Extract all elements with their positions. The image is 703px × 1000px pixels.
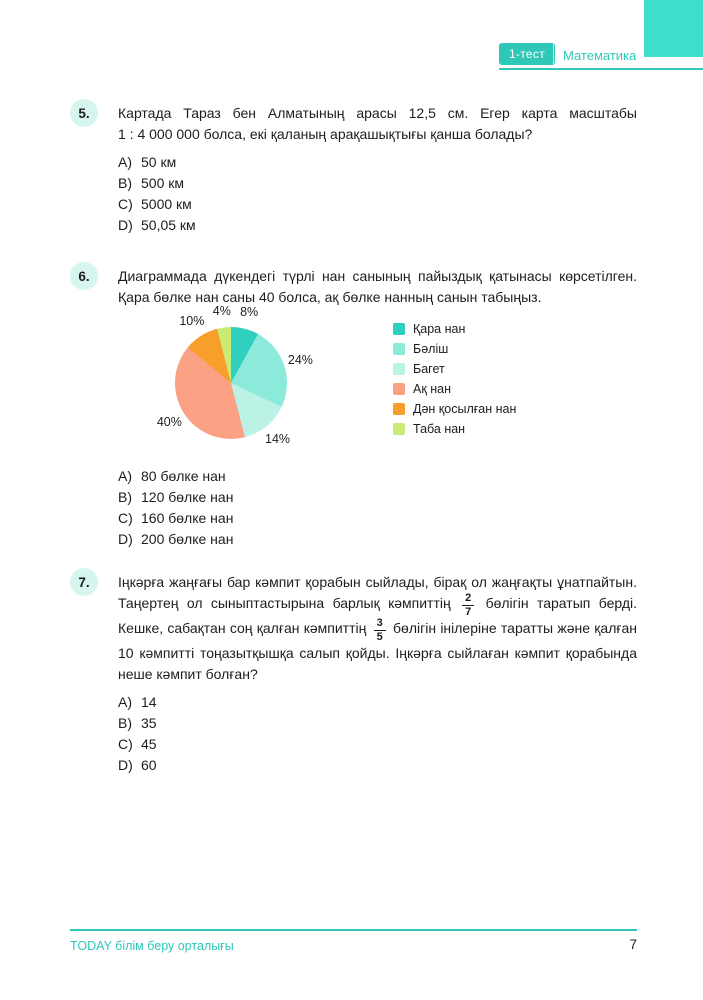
option-label: A) (118, 468, 132, 484)
question-5 (70, 103, 637, 236)
option-d (118, 529, 637, 550)
legend-item (393, 362, 516, 376)
question-text: Іңкәрға жаңғағы бар кәмпит қорабын сыйлады, бірақ ол жаңғақты ұнатпайтын. Таңертең ол сыныптастырына барлық кәмпиттің $\frac{2}{7}$ бөлігін таратып берді. Кешке, сабақтан соң қалған кәмпиттің $\frac{3}{5}$ бөлігін інілеріне таратты және қалған 10 кәмпитті тоңазытқышқа салып қойды. Іңкәрға сыйлаған кәмпит қорабында неше кәмпит болған? (118, 574, 638, 682)
pie-slice-label: 14% (265, 432, 291, 447)
pie-slice-label: 10% (179, 314, 205, 329)
option-a (118, 152, 637, 173)
option-text: 120 бөлке нан (141, 489, 234, 505)
question-7 (70, 572, 637, 776)
question-text: Картада Тараз бен Алматының арасы 12,5 см. Егер карта масштабы 1 : 4 000 000 болса, екі қаланың арақашықтығы қанша болады? (118, 105, 637, 142)
option-label: A) (118, 154, 132, 170)
legend-item (393, 422, 516, 436)
legend-item (393, 322, 516, 336)
legend-label: Бәліш (413, 342, 449, 356)
options-list (118, 692, 637, 776)
legend-label: Дән қосылған нан (413, 402, 517, 416)
pie-slice-label: 4% (212, 303, 231, 318)
subject-label: Математика (563, 48, 637, 63)
option-label: C) (118, 196, 133, 212)
option-text: 200 бөлке нан (141, 531, 234, 547)
option-label: C) (118, 510, 133, 526)
option-label: D) (118, 531, 133, 547)
legend-swatch (393, 363, 405, 375)
option-label: B) (118, 175, 132, 191)
question-number-badge: 6. (70, 262, 98, 290)
legend-item (393, 382, 516, 396)
options-list (118, 466, 637, 550)
option-text: 160 бөлке нан (141, 510, 234, 526)
option-d (118, 755, 637, 776)
fraction: $\frac{2}{7}$ (462, 593, 474, 618)
pie-slice-label: 40% (156, 415, 182, 430)
legend-swatch (393, 323, 405, 335)
option-a (118, 692, 637, 713)
option-b (118, 173, 637, 194)
legend-swatch (393, 343, 405, 355)
pie-slice-label: 24% (287, 353, 313, 368)
legend-swatch (393, 403, 405, 415)
option-label: B) (118, 715, 132, 731)
question-number-badge: 5. (70, 99, 98, 127)
option-label: D) (118, 217, 133, 233)
option-text: 500 км (141, 175, 184, 191)
options-list (118, 152, 637, 236)
chart-legend (393, 322, 516, 442)
test-number-badge: 1-тест (499, 43, 555, 65)
option-label: A) (118, 694, 132, 710)
legend-item (393, 402, 516, 416)
question-text: Диаграммада дүкендегі түрлі нан санының пайыздық қатынасы көрсетілген. Қара бөлке нан саны 40 болса, ақ бөлке нанның санын табыңыз. (118, 268, 637, 305)
header-rule (499, 68, 703, 70)
bread-pie-chart (118, 303, 637, 459)
option-text: 5000 км (141, 196, 192, 212)
legend-label: Қара нан (413, 322, 466, 336)
page-number: 7 (629, 937, 637, 952)
option-c (118, 194, 637, 215)
option-label: C) (118, 736, 133, 752)
option-text: 80 бөлке нан (141, 468, 226, 484)
option-label: D) (118, 757, 133, 773)
question-6 (70, 266, 637, 550)
option-d (118, 215, 637, 236)
legend-item (393, 342, 516, 356)
pie-chart (175, 327, 287, 439)
option-text: 45 (141, 736, 157, 752)
option-label: B) (118, 489, 132, 505)
option-text: 50 км (141, 154, 177, 170)
legend-swatch (393, 423, 405, 435)
pie-area (118, 303, 368, 459)
option-b (118, 487, 637, 508)
legend-swatch (393, 383, 405, 395)
question-number-badge: 7. (70, 568, 98, 596)
pie-slice-label: 8% (240, 305, 259, 320)
option-text: 14 (141, 694, 157, 710)
header-divider-vertical (553, 43, 554, 64)
option-text: 50,05 км (141, 217, 196, 233)
option-b (118, 713, 637, 734)
legend-label: Ақ нан (413, 382, 452, 396)
option-c (118, 508, 637, 529)
corner-decoration (644, 0, 703, 57)
legend-label: Таба нан (413, 422, 466, 436)
footer-rule (70, 929, 637, 931)
option-a (118, 466, 637, 487)
legend-label: Багет (413, 362, 445, 376)
option-text: 35 (141, 715, 157, 731)
option-c (118, 734, 637, 755)
option-text: 60 (141, 757, 157, 773)
footer-organization: TODAY білім беру орталығы (70, 939, 234, 953)
fraction: $\frac{3}{5}$ (374, 618, 386, 643)
